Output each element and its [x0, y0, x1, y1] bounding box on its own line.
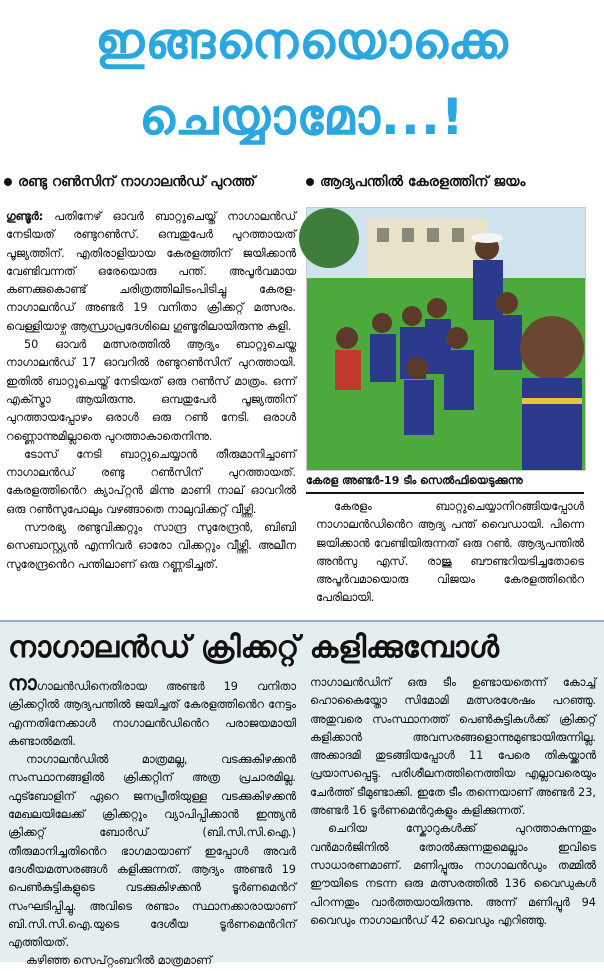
photo-illustration [307, 208, 585, 470]
kicker-left [4, 168, 255, 196]
story-right-column [316, 498, 584, 616]
story-paragraph-1 [6, 208, 296, 336]
kicker-right [306, 168, 525, 196]
sidebar-left-column [8, 671, 296, 968]
team-selfie-photo [306, 207, 586, 471]
sidebar-right-column [310, 674, 596, 956]
kicker-left-text: രണ്ടു റൺസിന് നാഗാലൻഡ് പുറത്ത് [18, 174, 256, 190]
bullet-icon [4, 178, 12, 186]
sidebar-paragraph-1 [8, 671, 296, 751]
photo-caption: കേരള അണ്ടർ-19 ടീം സെൽഫിയെടുക്കുന്നു [306, 474, 523, 487]
sidebar-paragraph-1-text: ഗാലൻഡിനെതിരായ അണ്ടർ 19 വനിതാ ക്രിക്കറ്റിൽ ആദ്യപന്തിൽ ജയിച്ചത് കേരളത്തിൻെറ നേട്ടം എന്നതിനേക്കാൾ നാഗാലൻഡിൻെറ പരാജയമായി കണ്ടാൽമതി. [8, 680, 296, 748]
sidebar-paragraph-3: കഴിഞ്ഞ സെപ്റ്റംബറിൽ മാത്രമാണ് [26, 954, 212, 968]
story-paragraph-4: സൗരഭ്യ രണ്ടുവിക്കറ്റും സാന്ദ്ര സുരേന്ദ്രൻ, ബിബി സെബാസ്റ്റ്യൻ എന്നിവർ ഓരോ വിക്കറ്റും വീഴ്ത്തി. അലീന സുരേന്ദ്രൻെറ പന്തിലാണ് ഒരു റണ്ണടിച്ചത്. [6, 521, 296, 571]
caption-divider [306, 492, 584, 494]
sidebar-paragraph-2: നാഗാലൻഡിൽ മാത്രമല്ല, വടക്കുകിഴക്കൻ സംസ്ഥാനങ്ങളിൽ ക്രിക്കറ്റിന് അത്ര പ്രചാരമില്ല. ഫുട്ബോളിന് ഏറെ ജനപ്രീതിയുള്ള വടക്കുകിഴക്കൻ മേഖലയിലേക്ക് ക്രിക്കറ്റും വ്യാപിപ്പിക്കാൻ ഇന്ത്യൻ ക്രിക്കറ്റ് ബോർഡ് (ബി.സി.സി.ഐ.) തീരുമാനിച്ചതിൻെറ ഭാഗമായാണ് ഇപ്പോൾ അവർ ദേശീയമത്സരങ്ങൾ കളിക്കുന്നത്. ആദ്യം അണ്ടർ 19 പെൺകുട്ടികളുടെ വടക്കുകിഴക്കൻ ടൂർണമെൻറ് സംഘടിപ്പിച്ചു. അവിടെ രണ്ടാം സ്ഥാനക്കാരായാണ് ബി.സി.സി.ഐ.യുടെ ദേശീയ ടൂർണമെൻറിന് എത്തിയത്. [8, 753, 296, 950]
sidebar-title: നാഗാലൻഡ് ക്രിക്കറ്റ് കളിക്കുമ്പോൾ [8, 630, 499, 665]
story-paragraph-1-text: പതിനേഴ് ഓവർ ബാറ്റുചെയ്ത് നാഗാലൻഡ് നേടിയത് രണ്ടുറൺസ്. ഒമ്പതുപേർ പുറത്തായത് പൂജ്യത്തിന്. എതിരാളിയായ കേരളത്തിന് ജയിക്കാൻ വേണ്ടിവന്നത് ഒരേയൊരു പന്ത്. അപൂർവമായ കണക്കുകൊണ്ട് ചരിത്രത്തിലിടംപിടിച്ചു കേരള-നാഗാലൻഡ് അണ്ടർ 19 വനിതാ ക്രിക്കറ്റ് മത്സരം. വെള്ളിയാഴ്ച ആന്ധ്രാപ്രദേശിലെ ഗുണ്ടൂരിലായിരുന്നു കളി. [6, 210, 296, 333]
story-left-column [6, 208, 296, 618]
kicker-right-text: ആദ്യപന്തിൽ കേരളത്തിന് ജയം [320, 174, 526, 190]
headline-line-1: ഇങ്ങനെയൊക്കെ [95, 12, 509, 70]
story-paragraph-3: ടോസ് നേടി ബാറ്റുചെയ്യാൻ തീരുമാനിച്ചാണ് നാഗാലൻഡ് രണ്ടു റൺസിന് പുറത്തായത്. കേരളത്തിൻെറ ക്യാപ്റ്റൻ മിന്നു മാണി നാല് ഓവറിൽ ഒരു റൺസുപോലും വഴങ്ങാതെ നാലുവിക്കറ്റ് വീഴ്ത്തി. [6, 447, 296, 516]
headline-line-2: ചെയ്യാമോ...! [139, 88, 465, 146]
story-paragraph-2: 50 ഓവർ മത്സരത്തിൽ ആദ്യം ബാറ്റുചെയ്ത നാഗാലൻഡ് 17 ഓവറിൽ രണ്ടുറൺസിന് പുറത്തായി. ഇതിൽ ബാറ്റുചെയ്ത് നേടിയത് ഒരു റൺസ് മാത്രം. ഒന്ന് എക്സ്ട്രാ ആയിരുന്നു. ഒമ്പതുപേർ പൂജ്യത്തിന് പുറത്തായപ്പോഴം ഒരാൾ ഒരു റൺ നേടി. ഒരാൾ റണ്ണൊന്നുമില്ലാതെ പുറത്താകാതെനിന്നു. [6, 338, 296, 443]
dropcap: നാ [8, 671, 37, 695]
bullet-icon [306, 178, 314, 186]
headline [0, 0, 604, 160]
sidebar-right-paragraph-2: ചെറിയ സ്കോറുകൾക്ക് പുറത്താകുന്നതും വൻമാർജിനിൽ തോൽക്കുന്നതുമെല്ലാം ഇവിടെ സാധാരണമാണ്. മണിപ്പൂരും നാഗാലൻഡും തമ്മിൽ ഈയിടെ നടന്ന ഒരു മത്സരത്തിൽ 136 വൈഡുകൾ പിറന്നതും വാർത്തയായിരുന്നു. അന്ന് മണിപ്പൂർ 94 വൈഡും നാഗാലൻഡ് 42 വൈഡും എറിഞ്ഞു. [310, 822, 596, 927]
story-right-paragraph: കേരളം ബാറ്റുചെയ്യാനിറങ്ങിയപ്പോൾ നാഗാലൻഡിൻെറ ആദ്യ പന്ത് വൈഡായി. പിന്നെ ജയിക്കാൻ വേണ്ടിയിരുന്നത് ഒരു റൺ. ആദ്യപന്തിൽ അൻസു എസ്. രാജു ബൗണ്ടറിയടിച്ചതോടെ അപൂർവമായൊരു വിജയം കേരളത്തിൻെറ പേരിലായി. [316, 500, 584, 605]
sidebar-right-paragraph-1: നാഗാലൻഡിന് ഒരു ടീം ഉണ്ടായതെന്ന് കോച്ച് ഹൊകൈയ്തോ സിമോമി മത്സരശേഷം പറഞ്ഞു. അതുവരെ സംസ്ഥാനത്ത് പെൺകുട്ടികൾക്ക് ക്രിക്കറ്റ് കളിക്കാൻ അവസരങ്ങളൊന്നുമുണ്ടായിരുന്നില്ല. അക്കാദമി തുടങ്ങിയപ്പോൾ 11 പേരെ തികയ്ക്കാൻ പ്രയാസപ്പെട്ടു. പരിശീലനത്തിനെത്തിയ എല്ലാവരെയും ചേർത്ത് ടീമുണ്ടാക്കി. ഇതേ ടീം തന്നെയാണ് അണ്ടർ 23, അണ്ടർ 16 ടൂർണമെൻറുകളും കളിക്കുന്നത്. [310, 676, 596, 818]
dateline: ഗുണ്ടൂർ: [6, 210, 44, 223]
